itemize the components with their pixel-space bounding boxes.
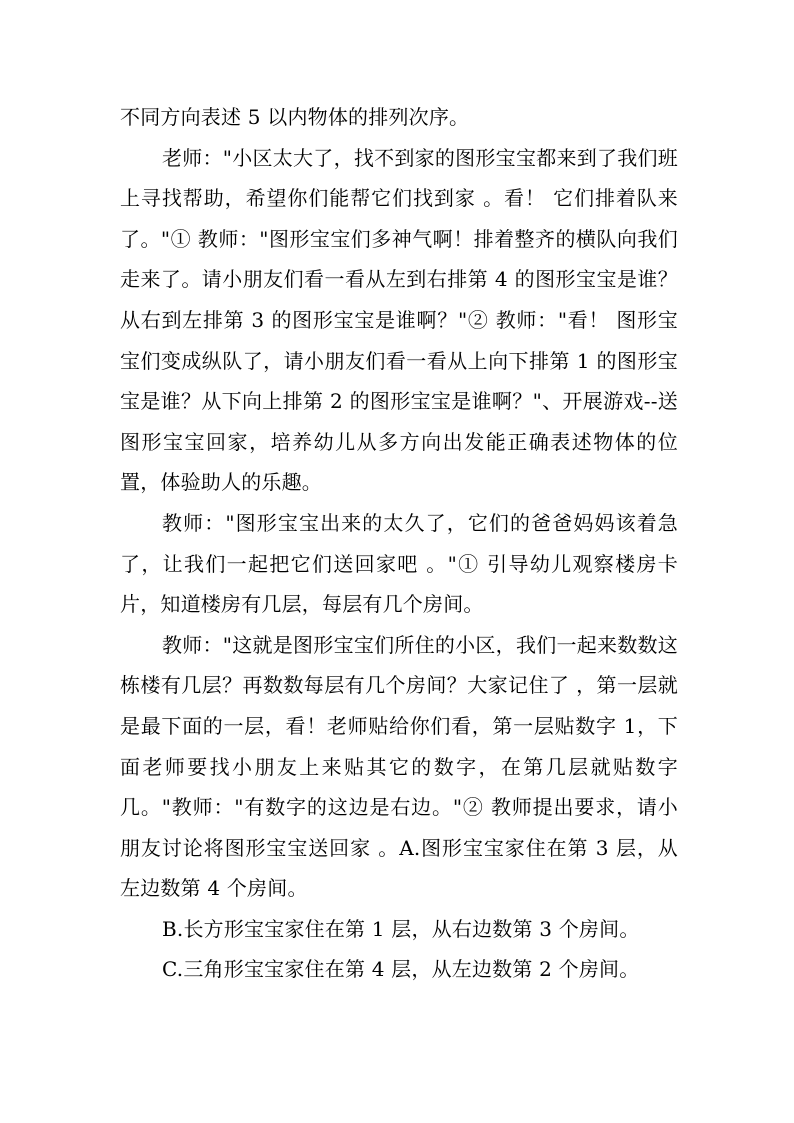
document-body <box>120 97 678 990</box>
paragraph-teacher-intro: 老师："小区太大了，找不到家的图形宝宝都来到了我们班上寻找帮助，希望你们能帮它们找到家 。看！ 它们排着队来了。"① 教师："图形宝宝们多神气啊！排着整齐的横队向我们走来了。请小朋友们看一看从左到右排第 4 的图形宝宝是谁？从右到左排第 3 的图形宝宝是谁啊？"② 教师："看！ 图形宝宝们变成纵队了，请小朋友们看一看从上向下排第 1 的图形宝宝是谁？从下向上排第 2 的图形宝宝是谁啊？"、开展游戏--送图形宝宝回家，培养幼儿从多方向出发能正确表述物体的位置，体验助人的乐趣。 <box>120 145 678 495</box>
paragraph-building-floors: 教师："这就是图形宝宝们所住的小区，我们一起来数数这栋楼有几层？再数数每层有几个房间？大家记住了 ，第一层就是最下面的一层，看！老师贴给你们看，第一层贴数字 1，下面老师要找小朋友上来贴其它的数字，在第几层就贴数字几。"教师："有数字的这边是右边。"② 教师提出要求，请小朋友讨论将图形宝宝送回家 。A.图形宝宝家住在第 3 层，从左边数第 4 个房间。 <box>120 632 678 901</box>
paragraph-continuation: 不同方向表述 5 以内物体的排列次序。 <box>120 105 470 129</box>
paragraph-send-home: 教师："图形宝宝出来的太久了，它们的爸爸妈妈该着急了，让我们一起把它们送回家吧 。"① 引导幼儿观察楼房卡片，知道楼房有几层，每层有几个房间。 <box>120 510 678 617</box>
paragraph-option-c: C.三角形宝宝家住在第 4 层，从左边数第 2 个房间。 <box>162 957 640 982</box>
paragraph-option-b: B.长方形宝宝家住在第 1 层，从右边数第 3 个房间。 <box>162 916 640 941</box>
